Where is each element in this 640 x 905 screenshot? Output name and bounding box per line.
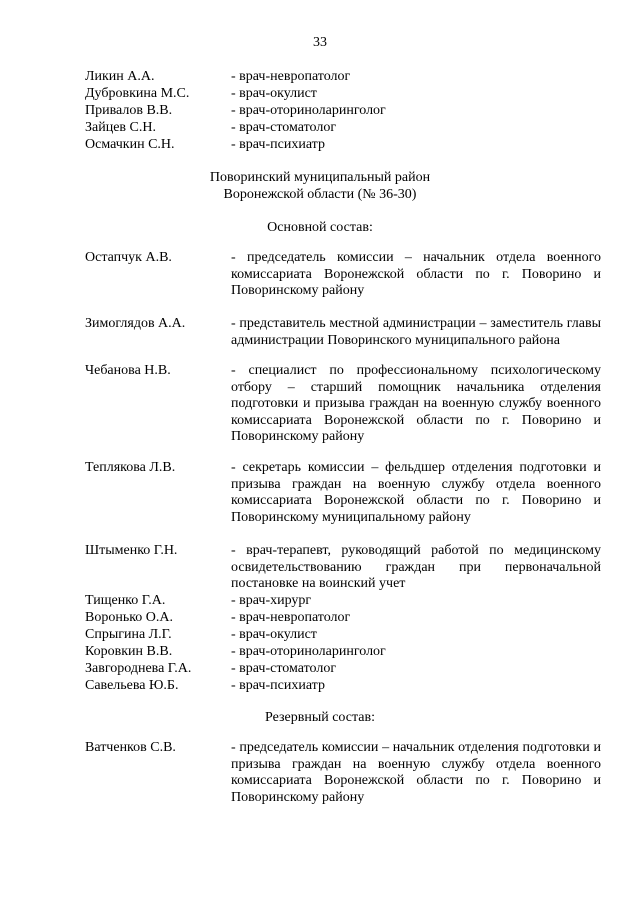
member-role: - представитель местной администрации – заместитель главы администрации Поворинского муниципального района: [231, 316, 601, 348]
member-name: Осмачкин С.Н.: [85, 137, 175, 152]
member-role: - председатель комиссии – начальник отделения подготовки и призыва граждан на военную службу отдела военного комиссариата Воронежской области по г. Поворино и Поворинскому району: [231, 740, 601, 805]
member-name: Теплякова Л.В.: [85, 460, 176, 475]
member-role: - врач-окулист: [231, 627, 317, 642]
member-role: - врач-психиатр: [231, 137, 325, 152]
member-role: - врач-стоматолог: [231, 661, 337, 676]
reserve-composition-heading: Резервный состав:: [264, 710, 375, 725]
member-name: Остапчук А.В.: [85, 250, 172, 265]
member-name: Завгороднева Г.А.: [85, 661, 192, 676]
district-subtitle: Воронежской области (№ 36-30): [223, 187, 417, 202]
member-role: - врач-невропатолог: [231, 69, 351, 84]
member-role: - врач-оториноларинголог: [231, 103, 386, 118]
page-number: 33: [313, 35, 327, 50]
member-role: - врач-хирург: [231, 593, 312, 608]
member-role: - врач-оториноларинголог: [231, 644, 386, 659]
member-role: - председатель комиссии – начальник отдела военного комиссариата Воронежской области по г. Поворино и Поворинскому району: [231, 250, 601, 299]
member-role: - врач-стоматолог: [231, 120, 337, 135]
member-role: - секретарь комиссии – фельдшер отделения подготовки и призыва граждан на военную службу отдела военного комиссариата Воронежской области по г. Поворино и Поворинскому муниципальному району: [231, 460, 601, 525]
member-name: Чебанова Н.В.: [85, 363, 171, 378]
member-name: Спрыгина Л.Г.: [85, 627, 172, 642]
member-name: Воронько О.А.: [85, 610, 174, 625]
member-name: Зайцев С.Н.: [85, 120, 156, 135]
member-role: - врач-терапевт, руководящий работой по медицинскому освидетельствованию граждан при первоначальной постановке на воинский учет: [231, 543, 601, 592]
member-name: Дубровкина М.С.: [85, 86, 190, 101]
member-role: - врач-психиатр: [231, 678, 325, 693]
member-name: Ватченков С.В.: [85, 740, 176, 755]
member-name: Ликин А.А.: [85, 69, 155, 84]
member-role: - врач-невропатолог: [231, 610, 351, 625]
member-name: Тищенко Г.А.: [85, 593, 166, 608]
member-name: Привалов В.В.: [85, 103, 173, 118]
member-name: Савельева Ю.Б.: [85, 678, 179, 693]
member-role: - врач-окулист: [231, 86, 317, 101]
member-name: Зимоглядов А.А.: [85, 316, 186, 331]
member-role: - специалист по профессиональному психологическому отбору – старший помощник начальника отделения подготовки и призыва граждан на военную службу военного комиссариата Воронежской области по г. Поворино и Поворинскому району: [231, 363, 601, 445]
district-title: Поворинский муниципальный район: [209, 170, 431, 185]
member-name: Штыменко Г.Н.: [85, 543, 178, 558]
member-name: Коровкин В.В.: [85, 644, 173, 659]
main-composition-heading: Основной состав:: [267, 220, 373, 235]
